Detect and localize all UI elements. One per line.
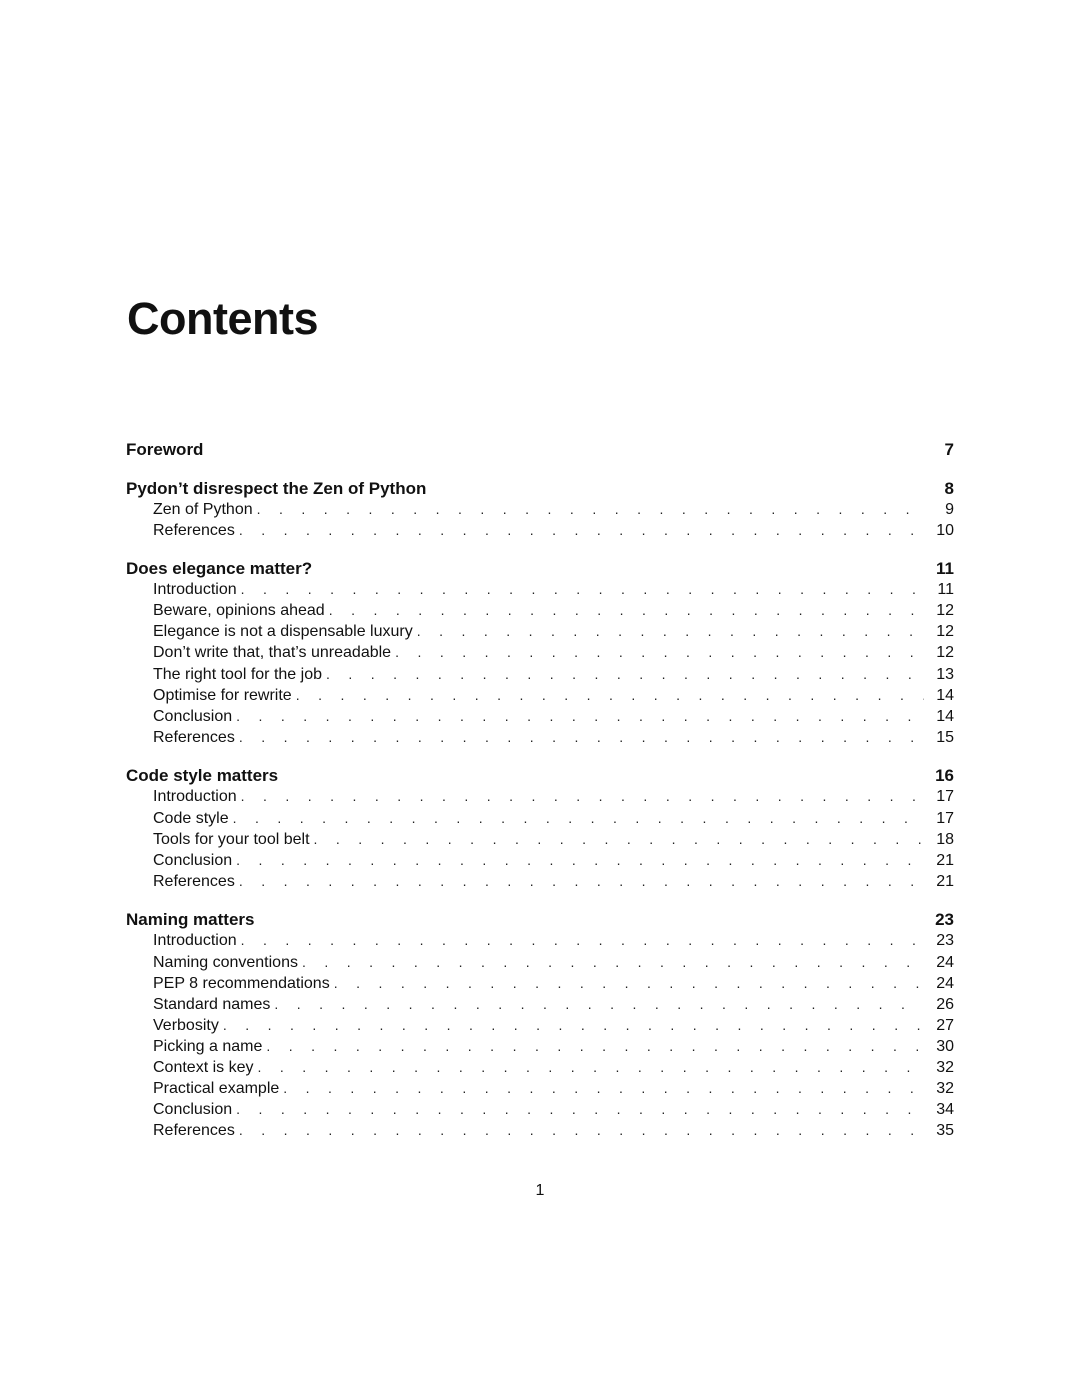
section-title: Code style [153,809,229,827]
chapter-title: Code style matters [126,766,279,786]
section-page-number: 24 [936,974,954,992]
table-of-contents [126,439,954,1159]
toc-entry-link[interactable] [126,930,954,951]
dot-leader [329,600,924,621]
section-page-number: 24 [936,953,954,971]
section-title: Conclusion [153,851,233,869]
chapter-title: Foreword [126,440,204,459]
section-title: References [153,521,235,539]
section-page-number: 14 [936,686,954,704]
section-title: Context is key [153,1058,254,1076]
toc-entry-link[interactable] [126,952,954,973]
chapter-title: Pydon’t disrespect the Zen of Python [126,478,427,498]
section-title: Optimise for rewrite [153,686,292,704]
dot-leader [302,952,924,973]
dot-leader [239,871,924,892]
toc-entry-link[interactable] [126,706,954,727]
section-page-number: 30 [936,1037,954,1055]
section-page-number: 11 [937,581,954,599]
section-page-number: 9 [945,500,954,518]
section-page-number: 23 [936,932,954,950]
toc-entry-link[interactable] [126,579,954,600]
toc-entry-link[interactable] [126,499,954,520]
section-page-number: 21 [936,872,954,890]
dot-leader [239,520,924,541]
chapter-page-number: 7 [944,440,954,459]
dot-leader [395,642,924,663]
chapter-page-number: 23 [935,910,954,930]
section-title: Practical example [153,1080,280,1098]
section-page-number: 35 [936,1122,954,1140]
toc-entry-link[interactable] [126,1120,954,1141]
section-page-number: 26 [936,995,954,1013]
section-title: Introduction [153,788,237,806]
section-title: PEP 8 recommendations [153,974,330,992]
section-title: Introduction [153,581,237,599]
section-title: Picking a name [153,1037,263,1055]
chapter-heading-link[interactable] [126,765,954,786]
dot-leader [241,579,924,600]
section-page-number: 15 [936,728,954,746]
toc-entry-link[interactable] [126,786,954,807]
toc-entry-link[interactable] [126,1099,954,1120]
dot-leader [236,850,924,871]
toc-entry-link[interactable] [126,621,954,642]
dot-leader [233,808,924,829]
dot-leader [417,621,924,642]
section-page-number: 34 [936,1101,954,1119]
toc-entry-link[interactable] [126,642,954,663]
dot-leader [239,1120,924,1141]
section-page-number: 21 [936,851,954,869]
toc-chapter [126,478,954,541]
section-title: Verbosity [153,1016,219,1034]
page-title: Contents [127,293,318,344]
toc-chapter [126,439,954,460]
dot-leader [334,973,924,994]
section-title: Don’t write that, that’s unreadable [153,644,392,662]
section-page-number: 13 [936,665,954,683]
section-page-number: 18 [936,830,954,848]
toc-entry-link[interactable] [126,808,954,829]
toc-entry-link[interactable] [126,1078,954,1099]
section-page-number: 12 [936,602,954,620]
dot-leader [223,1015,924,1036]
section-title: Beware, opinions ahead [153,602,325,620]
section-page-number: 12 [936,644,954,662]
section-page-number: 14 [936,707,954,725]
section-title: References [153,872,235,890]
dot-leader [274,994,924,1015]
section-title: Introduction [153,932,237,950]
section-title: Tools for your tool belt [153,830,310,848]
chapter-heading-link[interactable] [126,558,954,579]
dot-leader [239,727,924,748]
toc-chapter [126,765,954,891]
toc-entry-link[interactable] [126,685,954,706]
dot-leader [236,1099,924,1120]
toc-entry-link[interactable] [126,1036,954,1057]
dot-leader [296,685,924,706]
section-title: Naming conventions [153,953,298,971]
toc-entry-link[interactable] [126,727,954,748]
toc-entry-link[interactable] [126,871,954,892]
section-page-number: 17 [936,788,954,806]
toc-entry-link[interactable] [126,1015,954,1036]
section-page-number: 10 [936,521,954,539]
chapter-title: Naming matters [126,910,255,930]
toc-entry-link[interactable] [126,850,954,871]
section-title: Conclusion [153,707,233,725]
toc-chapter [126,909,954,1141]
toc-entry-link[interactable] [126,600,954,621]
dot-leader [241,786,924,807]
toc-entry-link[interactable] [126,829,954,850]
section-page-number: 17 [936,809,954,827]
chapter-heading-link[interactable] [126,439,954,460]
toc-chapter [126,558,954,748]
page-number: 1 [535,1182,545,1199]
dot-leader [326,664,924,685]
dot-leader [257,499,924,520]
section-page-number: 32 [936,1080,954,1098]
section-page-number: 32 [936,1058,954,1076]
section-title: The right tool for the job [153,665,322,683]
chapter-page-number: 8 [944,478,954,498]
dot-leader [236,706,924,727]
section-page-number: 12 [936,623,954,641]
toc-entry-link[interactable] [126,1057,954,1078]
section-title: Standard names [153,995,271,1013]
toc-entry-link[interactable] [126,520,954,541]
chapter-title: Does elegance matter? [126,559,313,579]
toc-entry-link[interactable] [126,973,954,994]
chapter-heading-link[interactable] [126,478,954,499]
section-title: Conclusion [153,1101,233,1119]
section-title: References [153,728,235,746]
chapter-page-number: 11 [936,559,954,579]
dot-leader [266,1036,924,1057]
chapter-page-number: 16 [935,766,954,786]
toc-entry-link[interactable] [126,664,954,685]
section-title: References [153,1122,235,1140]
section-title: Elegance is not a dispensable luxury [153,623,413,641]
dot-leader [241,930,924,951]
toc-entry-link[interactable] [126,994,954,1015]
chapter-heading-link[interactable] [126,909,954,930]
dot-leader [314,829,924,850]
dot-leader [257,1057,924,1078]
section-page-number: 27 [936,1016,954,1034]
section-title: Zen of Python [153,500,253,518]
dot-leader [283,1078,924,1099]
